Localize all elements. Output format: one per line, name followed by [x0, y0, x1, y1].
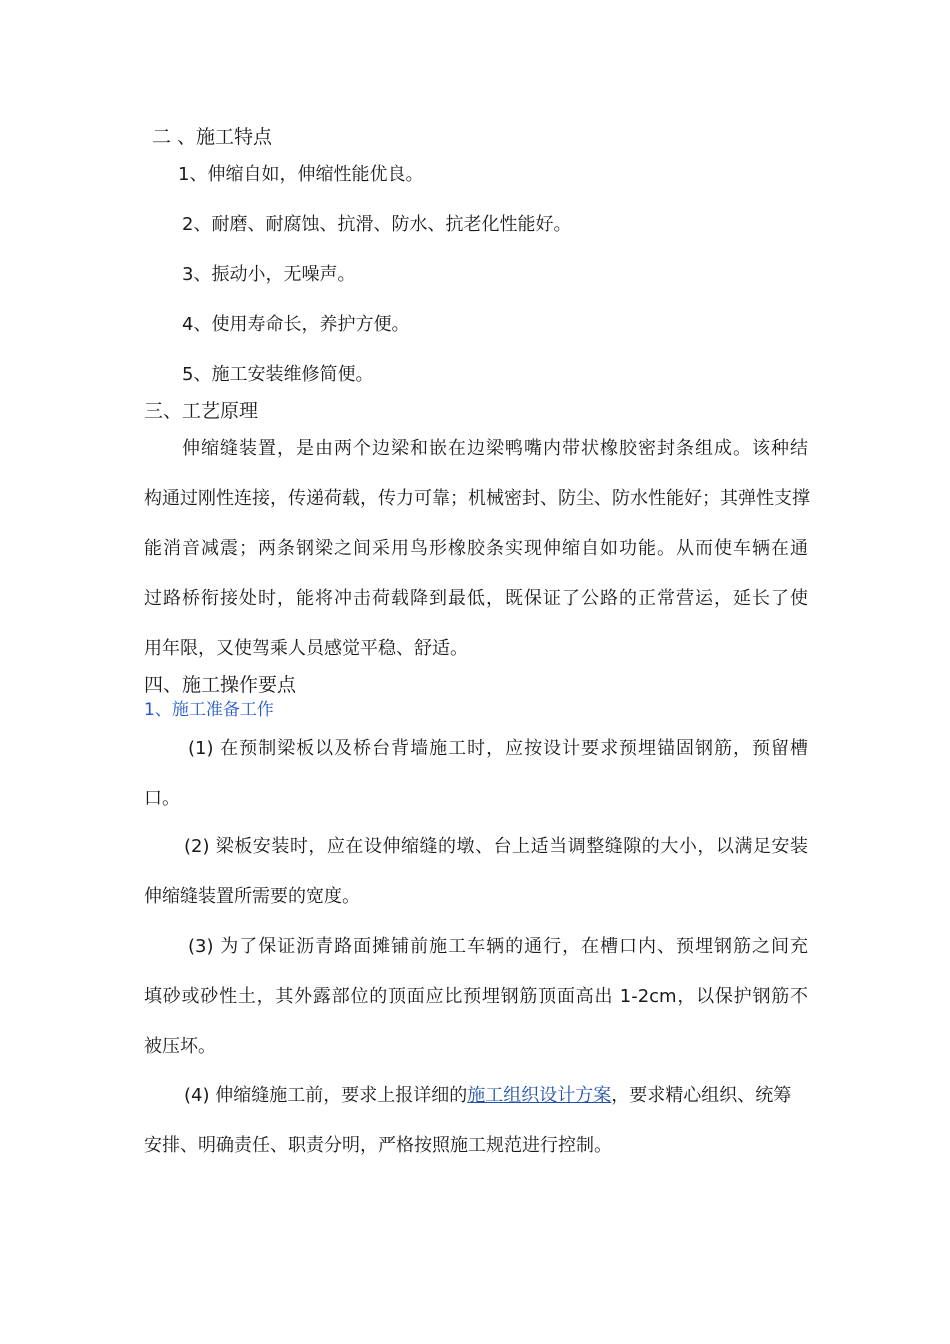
- construction-plan-link[interactable]: 施工组织设计方案: [467, 1085, 612, 1106]
- list-item: 5、施工安装维修简便。: [182, 364, 374, 385]
- paragraph-line: 口。: [144, 788, 180, 809]
- paragraph-line: 填砂或砂性土，其外露部位的顶面应比预埋钢筋顶面高出 1-2cm，以保护钢筋不: [144, 986, 808, 1007]
- paragraph-line: [184, 1083, 808, 1109]
- paragraph-line: (1) 在预制梁板以及桥台背墙施工时，应按设计要求预埋锚固钢筋，预留槽: [188, 738, 808, 759]
- paragraph-line: 安排、明确责任、职责分明，严格按照施工规范进行控制。: [144, 1135, 612, 1156]
- list-item: 3、振动小，无噪声。: [182, 264, 356, 285]
- paragraph-line: 伸缩缝装置，是由两个边梁和嵌在边梁鸭嘴内带状橡胶密封条组成。该种结: [182, 438, 808, 459]
- paragraph-line: 能消音减震；两条钢梁之间采用鸟形橡胶条实现伸缩自如功能。从而使车辆在通: [144, 538, 808, 559]
- subsection-heading: 1、施工准备工作: [144, 700, 274, 720]
- text-segment: (4) 伸缩缝施工前，要求上报详细的: [184, 1085, 468, 1106]
- list-item: 4、使用寿命长，养护方便。: [182, 314, 410, 335]
- paragraph-line: (2) 梁板安装时，应在设伸缩缝的墩、台上适当调整缝隙的大小，以满足安装: [184, 836, 808, 857]
- paragraph-line: 过路桥衔接处时，能将冲击荷载降到最低，既保证了公路的正常营运，延长了使: [144, 588, 808, 609]
- section-heading-features: 二 、施工特点: [152, 126, 273, 148]
- paragraph-line: 被压坏。: [144, 1036, 216, 1057]
- text-segment: ，要求精心组织、统筹: [611, 1085, 792, 1106]
- section-heading-operation: 四、施工操作要点: [144, 674, 297, 696]
- paragraph-line: 用年限，又使驾乘人员感觉平稳、舒适。: [144, 638, 468, 659]
- list-item: 1、伸缩自如，伸缩性能优良。: [178, 164, 424, 185]
- paragraph-line: 构通过刚性连接，传递荷载，传力可靠；机械密封、防尘、防水性能好；其弹性支撑: [144, 488, 810, 509]
- section-heading-principle: 三、工艺原理: [144, 400, 259, 422]
- paragraph-line: (3) 为了保证沥青路面摊铺前施工车辆的通行，在槽口内、预埋钢筋之间充: [188, 936, 808, 957]
- list-item: 2、耐磨、耐腐蚀、抗滑、防水、抗老化性能好。: [182, 214, 572, 235]
- paragraph-line: 伸缩缝装置所需要的宽度。: [144, 886, 360, 907]
